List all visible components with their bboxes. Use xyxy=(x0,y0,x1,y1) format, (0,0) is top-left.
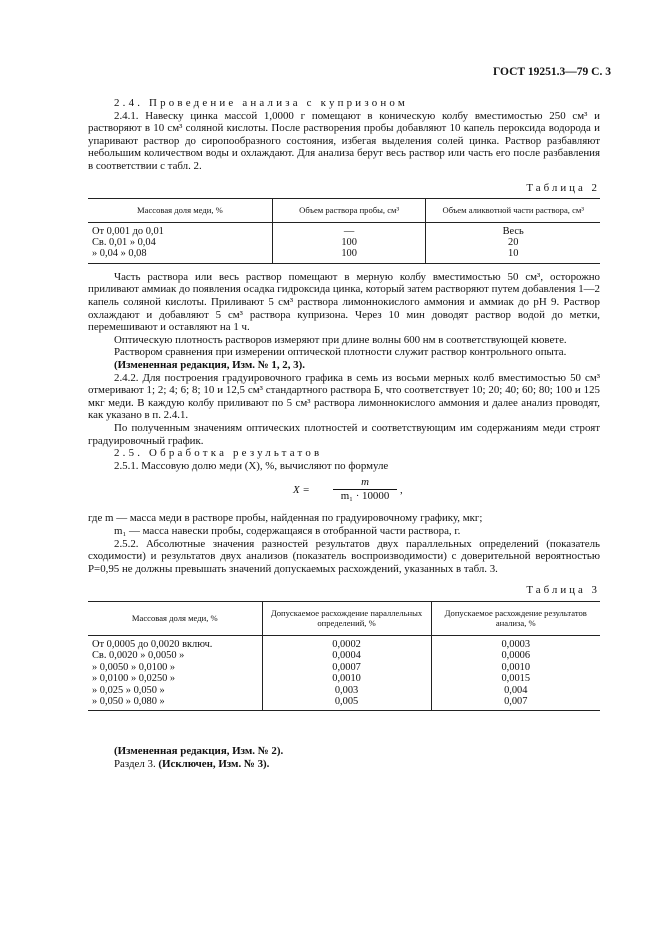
table-3-header: Массовая доля меди, % xyxy=(88,601,262,635)
table-row xyxy=(88,662,600,673)
table-3 xyxy=(88,601,600,711)
table-cell: 100 xyxy=(272,248,426,263)
formula xyxy=(88,476,600,506)
table-cell: Св. 0,0020 » 0,0050 » xyxy=(92,650,185,662)
formula-where-m: где m — масса меди в растворе пробы, найденная по градуировочному графику, мкг; xyxy=(88,512,483,525)
formula-numerator: m xyxy=(333,476,397,490)
paragraph-optical-density: Оптическую плотность растворов измеряют при длине волны 600 нм в соответствующей кювете. xyxy=(114,333,567,346)
table-row xyxy=(88,650,600,661)
section-3-note xyxy=(88,758,600,771)
formula-lhs: X = xyxy=(293,484,310,497)
page-header: ГОСТ 19251.3—79 С. 3 xyxy=(492,66,611,78)
table-cell: 0,005 xyxy=(262,696,431,711)
table-cell: 0,007 xyxy=(431,696,600,711)
table-row xyxy=(88,222,600,237)
table-row xyxy=(88,696,600,711)
formula-denominator: m₁ · 10000 xyxy=(340,490,390,503)
paragraph-procedure: Часть раствора или весь раствор помещают в мерную колбу вместимостью 50 см³, осторожно приливают аммиак до появления осадка гидроксида цинка, который затем растворяют путем добавления 1—2 капель соляной кислоты. Приливают 5 см³ раствора лимоннокислого аммония и аммиак до pH 9. Раствор охлаждают и добавляют 5 см³ раствора купризона. Через 10 мин доводят раствор водой до метки, перемешивают и оставляют на 1 ч. xyxy=(88,270,600,334)
table-cell: От 0,0005 до 0,0020 включ. xyxy=(92,638,213,650)
table-cell: 0,0002 xyxy=(262,635,431,650)
formula-where-m1: m₁ — масса навески пробы, содержащаяся в отобранной части раствора, г. xyxy=(114,524,461,537)
table-cell: » 0,050 » 0,080 » xyxy=(88,696,262,711)
table-cell: » 0,025 » 0,050 » xyxy=(92,684,165,696)
formula-fraction xyxy=(333,476,397,503)
amendment-note-footer: (Измененная редакция, Изм. № 2). xyxy=(114,745,284,758)
table-cell: » 0,0050 » 0,0100 » xyxy=(92,661,176,673)
table-cell: Св. 0,01 » 0,04 xyxy=(92,237,156,249)
section-title-2-4: 2.4. Проведение анализа с купризоном xyxy=(114,97,408,109)
table-row xyxy=(88,248,600,263)
table-row xyxy=(88,237,600,248)
paragraph-2-5-2: 2.5.2. Абсолютные значения разностей результатов двух параллельных определений (показатель сходимости) и результатов двух анализов (показатель воспроизводимости) с доверительной вероятностью P=0,95 не должны превышать значений допускаемых расхождений, указанных в табл. 3. xyxy=(88,537,600,575)
paragraph-reference-solution: Раствором сравнения при измерении оптической плотности служит раствор контрольного опыта. xyxy=(114,346,567,359)
document-body xyxy=(88,97,600,771)
table-cell: 0,004 xyxy=(431,685,600,696)
table-row xyxy=(88,673,600,684)
table-cell: » 0,0100 » 0,0250 » xyxy=(92,673,176,685)
amendment-note: (Измененная редакция, Изм. № 1, 2, 3). xyxy=(114,359,305,372)
table-3-header: Допускаемое расхождение результатов анализа, % xyxy=(431,601,600,635)
paragraph-calibration-graph: По полученным значениям оптических плотностей и соответствующим им содержаниям меди строят градуировочный график. xyxy=(88,422,600,447)
section-3-excluded: (Исключен, Изм. № 3). xyxy=(158,757,270,770)
table-cell: 0,0003 xyxy=(431,635,600,650)
table-2-header: Объем аликвотной части раствора, см³ xyxy=(426,199,600,223)
table-cell: — xyxy=(272,222,426,237)
paragraph-2-4-1: 2.4.1. Навеску цинка массой 1,0000 г помещают в коническую колбу вместимостью 250 см³ и растворяют в 10 см³ соляной кислоты. После растворения пробы добавляют 10 капель пероксида водорода и упаривают раствор до сиропообразного состояния, избегая выделения солей цинка. Раствор разбавляют небольшим количеством воды и охлаждают. Для анализа берут весь раствор или часть его после разбавления в соответствии с табл. 2. xyxy=(88,109,600,172)
table-cell: 10 xyxy=(426,248,600,263)
table-2 xyxy=(88,198,600,264)
table-cell: 100 xyxy=(272,237,426,248)
paragraph-2-4-2: 2.4.2. Для построения градуировочного графика в семь из восьми мерных колб вместимостью 50 см³ отмеривают 1; 2; 4; 6; 8; 10 и 12,5 см³ стандартного раствора Б, что соответствует 10; 20; 40; 60; 80; 100 и 125 мкг меди. В каждую колбу приливают по 5 см³ раствора лимоннокислого аммония и далее анализ проводят, как указано в п. 2.4.1. xyxy=(88,371,600,422)
section-3-label: Раздел 3. xyxy=(114,757,159,770)
table-cell: 20 xyxy=(426,237,600,248)
table-row xyxy=(88,685,600,696)
table-cell: Весь xyxy=(426,222,600,237)
table-3-header: Допускаемое расхождение параллельных определений, % xyxy=(262,601,431,635)
table-cell: 0,0010 xyxy=(431,662,600,673)
table-cell: 0,0007 xyxy=(262,662,431,673)
table-3-caption: Таблица 3 xyxy=(526,584,600,597)
paragraph-2-5-1: 2.5.1. Массовую долю меди (X), %, вычисляют по формуле xyxy=(114,459,389,472)
table-cell: 0,0010 xyxy=(262,673,431,684)
table-cell: » 0,04 » 0,08 xyxy=(88,248,272,263)
table-cell: 0,0004 xyxy=(262,650,431,661)
table-2-caption: Таблица 2 xyxy=(526,181,600,194)
table-row xyxy=(88,635,600,650)
table-cell: 0,0015 xyxy=(431,673,600,684)
table-2-header: Объем раствора пробы, см³ xyxy=(272,199,426,223)
table-2-header: Массовая доля меди, % xyxy=(88,199,272,223)
table-cell: От 0,001 до 0,01 xyxy=(92,225,164,237)
section-title-2-5: 2.5. Обработка результатов xyxy=(114,447,323,460)
table-cell: 0,003 xyxy=(262,685,431,696)
formula-comma: , xyxy=(400,484,403,497)
table-cell: 0,0006 xyxy=(431,650,600,661)
